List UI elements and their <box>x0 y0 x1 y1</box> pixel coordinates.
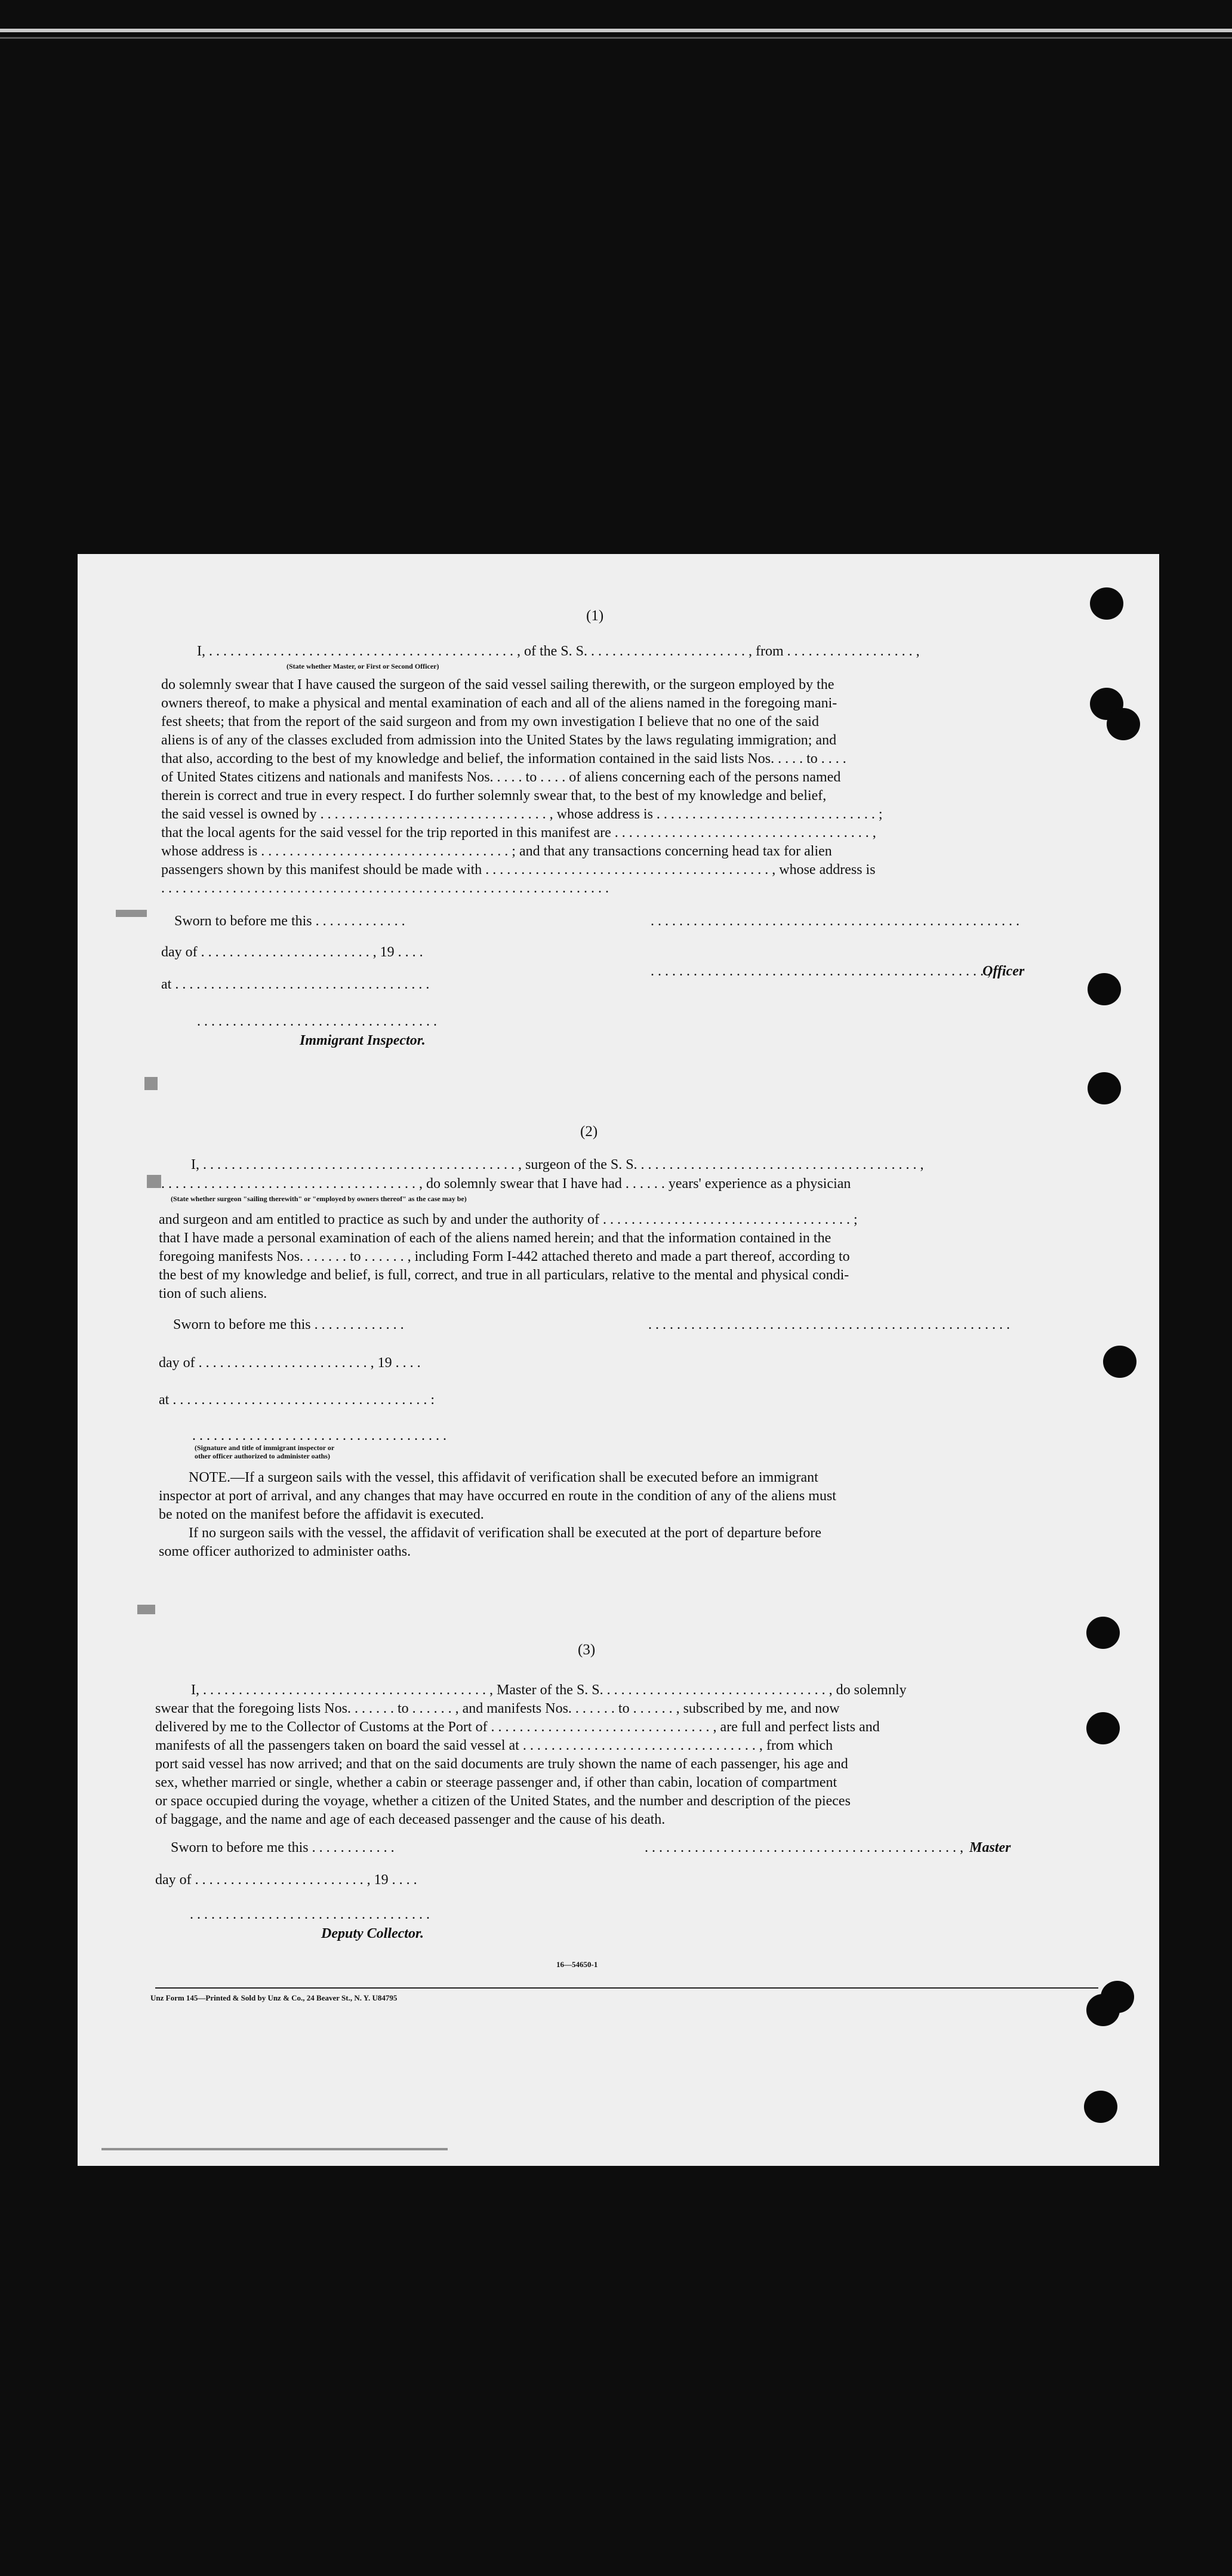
note-line: be noted on the manifest before the affidavit is executed. <box>159 1507 484 1522</box>
section-3-day: day of . . . . . . . . . . . . . . . . . . . . . . . . , 19 . . . . <box>155 1872 417 1888</box>
section-1-body-line: . . . . . . . . . . . . . . . . . . . . . . . . . . . . . . . . . . . . . . . . . . . . . . . . . . . . . . . . . . . . . . . <box>161 881 609 896</box>
section-3-sworn: Sworn to before me this . . . . . . . . . . . . <box>171 1840 395 1855</box>
section-1-at: at . . . . . . . . . . . . . . . . . . . . . . . . . . . . . . . . . . . . <box>161 977 430 992</box>
section-2-sig-note-1: (Signature and title of immigrant inspector or <box>195 1444 335 1452</box>
punch-hole-icon <box>1086 1617 1120 1649</box>
section-3-body-line: swear that the foregoing lists Nos. . . . . . . to . . . . . . , and manifests Nos. . . . . . . to . . . . . . , subscribed by me, and now <box>155 1701 840 1716</box>
punch-hole-icon <box>1086 1994 1120 2026</box>
section-3-body-line: delivered by me to the Collector of Customs at the Port of . . . . . . . . . . . . . . . . . . . . . . . . . . . . . . . , are full and perfect lists and <box>155 1719 880 1735</box>
section-2-body-line: and surgeon and am entitled to practice as such by and under the authority of . . . . . . . . . . . . . . . . . . . . . . . . . . . . . . . . . . . ; <box>159 1212 858 1227</box>
section-1-body-line: the said vessel is owned by . . . . . . . . . . . . . . . . . . . . . . . . . . . . . . . . , whose address is . . . . . . . . . . . . . . . . . . . . . . . . . . . . . . . ; <box>161 807 883 822</box>
punch-hole-icon <box>1084 2091 1117 2123</box>
section-3-body-line: or space occupied during the voyage, whether a citizen of the United States, and the number and description of the pieces <box>155 1793 851 1809</box>
scan-smudge <box>147 1175 161 1188</box>
section-1-heading: (1) <box>586 608 604 624</box>
section-2-body-line: that I have made a personal examination of each of the aliens named herein; and that the information contained in the <box>159 1230 831 1246</box>
section-2-sig-note-2: other officer authorized to administer oaths) <box>195 1452 330 1460</box>
section-2-body-line: the best of my knowledge and belief, is full, correct, and true in all particulars, relative to the mental and physical condi- <box>159 1267 849 1283</box>
section-1-day: day of . . . . . . . . . . . . . . . . . . . . . . . . , 19 . . . . <box>161 944 423 960</box>
footer-rule <box>155 1987 1098 1989</box>
section-1-right-dots: . . . . . . . . . . . . . . . . . . . . . . . . . . . . . . . . . . . . . . . . . . . . . . . . . . . . <box>651 913 1020 929</box>
section-1-line1-note: (State whether Master, or First or Second Officer) <box>287 662 439 670</box>
note-line: some officer authorized to administer oaths. <box>159 1544 411 1559</box>
section-2-at: at . . . . . . . . . . . . . . . . . . . . . . . . . . . . . . . . . . . . : <box>159 1392 435 1408</box>
section-3-sig-dots: . . . . . . . . . . . . . . . . . . . . . . . . . . . . . . . . . . <box>190 1907 430 1922</box>
section-2-line1: I, . . . . . . . . . . . . . . . . . . . . . . . . . . . . . . . . . . . . . . . . . . . . , surgeon of the S. S. . . . . . . . . . . . . . . . . . . . . . . . . . . . . . . . . . . . . . . . , <box>191 1157 924 1172</box>
section-1-body-line: whose address is . . . . . . . . . . . . . . . . . . . . . . . . . . . . . . . . . . . ; and that any transactions concerning head tax for alien <box>161 844 832 859</box>
film-edge-line-secondary <box>0 37 1232 39</box>
section-1-body-line: therein is correct and true in every respect. I do further solemnly swear that, to the best of my knowledge and belief, <box>161 788 827 804</box>
section-1-sig-dots: . . . . . . . . . . . . . . . . . . . . . . . . . . . . . . . . . . <box>197 1014 437 1029</box>
printer-credit: Unz Form 145—Printed & Sold by Unz & Co., 24 Beaver St., N. Y. U84795 <box>150 1993 398 2002</box>
punch-hole-icon <box>1103 1346 1136 1378</box>
punch-hole-icon <box>1088 973 1121 1005</box>
section-3-body-line: port said vessel has now arrived; and that on the said documents are truly shown the name of each passenger, his age and <box>155 1756 848 1772</box>
punch-hole-icon <box>1090 587 1123 620</box>
section-1-inspector-title: Immigrant Inspector. <box>300 1033 426 1048</box>
section-1-body-line: that also, according to the best of my knowledge and belief, the information contained in the said lists Nos. . . . . to . . . . <box>161 751 846 767</box>
punch-hole-icon <box>1107 708 1140 740</box>
section-1-body-line: do solemnly swear that I have caused the surgeon of the said vessel sailing therewith, or the surgeon employed by the <box>161 677 834 693</box>
punch-hole-icon <box>1088 1072 1121 1104</box>
scan-smudge <box>137 1605 155 1614</box>
section-3-heading: (3) <box>578 1642 596 1658</box>
section-2-day: day of . . . . . . . . . . . . . . . . . . . . . . . . , 19 . . . . <box>159 1355 421 1371</box>
scan-edge-streak <box>101 2148 448 2150</box>
section-3-body-line: I, . . . . . . . . . . . . . . . . . . . . . . . . . . . . . . . . . . . . . . . . , Master of the S. S. . . . . . . . . . . . . . . . . . . . . . . . . . . . . . . . , do solemnly <box>191 1682 907 1698</box>
section-1-body-line: passengers shown by this manifest should be made with . . . . . . . . . . . . . . . . . . . . . . . . . . . . . . . . . . . . . . . . , whose address is <box>161 862 876 878</box>
section-2-sworn: Sworn to before me this . . . . . . . . . . . . . <box>173 1317 404 1332</box>
section-3-collector-title: Deputy Collector. <box>321 1926 424 1941</box>
section-1-body-line: fest sheets; that from the report of the said surgeon and from my own investigation I believe that no one of the said <box>161 714 819 730</box>
section-2-line2-note: (State whether surgeon "sailing therewith" or "employed by owners thereof" as the case may be) <box>171 1195 467 1203</box>
film-edge-line <box>0 29 1232 32</box>
section-3-body-line: sex, whether married or single, whether a cabin or steerage passenger and, if other than cabin, location of compartment <box>155 1775 837 1790</box>
section-2-sig-dots: . . . . . . . . . . . . . . . . . . . . . . . . . . . . . . . . . . . . <box>192 1428 446 1444</box>
note-line: inspector at port of arrival, and any changes that may have occurred en route in the condition of any of the aliens must <box>159 1488 836 1504</box>
section-1-body-line: owners thereof, to make a physical and mental examination of each and all of the aliens named in the foregoing mani- <box>161 695 837 711</box>
section-1-officer-dots: . . . . . . . . . . . . . . . . . . . . . . . . . . . . . . . . . . . . . . . . . . . . . . . , <box>651 964 991 979</box>
note-line: NOTE.—If a surgeon sails with the vessel, this affidavit of verification shall be executed before an immigrant <box>189 1470 818 1485</box>
manifest-affidavit-page <box>78 554 1159 2166</box>
note-line: If no surgeon sails with the vessel, the affidavit of verification shall be executed at the port of departure before <box>189 1525 822 1541</box>
section-1-body-line: that the local agents for the said vessel for the trip reported in this manifest are . . . . . . . . . . . . . . . . . . . . . . . . . . . . . . . . . . . . , <box>161 825 876 841</box>
punch-hole-icon <box>1086 1712 1120 1744</box>
section-2-body-line: foregoing manifests Nos. . . . . . . to . . . . . . , including Form I-442 attached thereto and made a part thereof, according to <box>159 1249 850 1264</box>
form-number: 16—54650-1 <box>556 1960 598 1969</box>
section-3-master-title: Master <box>969 1840 1011 1855</box>
section-1-body-line: of United States citizens and nationals and manifests Nos. . . . . to . . . . of aliens concerning each of the persons named <box>161 770 841 785</box>
section-2-body-line: tion of such aliens. <box>159 1286 267 1301</box>
section-1-line1: I, . . . . . . . . . . . . . . . . . . . . . . . . . . . . . . . . . . . . . . . . . . . , of the S. S. . . . . . . . . . . . . . . . . . . . . . . , from . . . . . . . . . . . . . . . . . . , <box>197 644 920 659</box>
section-2-heading: (2) <box>580 1124 598 1140</box>
scan-smudge <box>116 910 147 917</box>
scan-smudge <box>144 1077 158 1090</box>
section-3-body-line: of baggage, and the name and age of each deceased passenger and the cause of his death. <box>155 1812 666 1827</box>
section-2-right-dots: . . . . . . . . . . . . . . . . . . . . . . . . . . . . . . . . . . . . . . . . . . . . . . . . . . . <box>648 1317 1010 1332</box>
section-3-body-line: manifests of all the passengers taken on board the said vessel at . . . . . . . . . . . . . . . . . . . . . . . . . . . . . . . . . , from which <box>155 1738 833 1753</box>
section-1-body-line: aliens is of any of the classes excluded from admission into the United States by the laws regulating immigration; and <box>161 733 837 748</box>
section-3-master-dots: . . . . . . . . . . . . . . . . . . . . . . . . . . . . . . . . . . . . . . . . . . . . , <box>645 1840 963 1855</box>
section-1-sworn: Sworn to before me this . . . . . . . . . . . . . <box>174 913 405 929</box>
section-2-line2: . . . . . . . . . . . . . . . . . . . . . . . . . . . . . . . . . . . . , do solemnly swear that I have had . . . . . . years' experience as a physician <box>161 1176 851 1192</box>
section-1-officer-title: Officer <box>982 964 1025 979</box>
